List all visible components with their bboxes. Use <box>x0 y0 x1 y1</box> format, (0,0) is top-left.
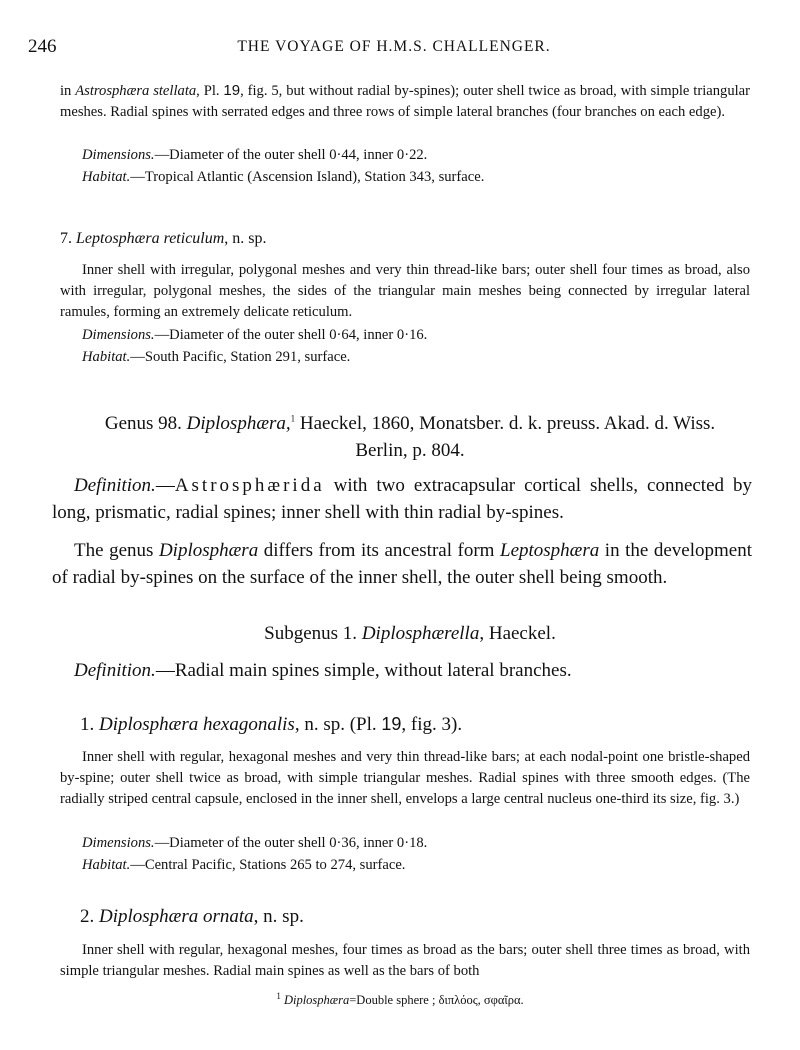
page-number: 246 <box>28 36 57 57</box>
plate-number: 19 <box>381 714 402 734</box>
plate-number: 19 <box>223 82 241 99</box>
species-7-heading: 7. Leptosphæra reticulum, n. sp. <box>60 230 267 247</box>
continuation-habitat: Habitat.—Tropical Atlantic (Ascension Island), Station 343, surface. <box>82 169 485 185</box>
genus-definition: Definition.—Astrosphærida with two extracapsular cortical shells, connected by long, prismatic, radial spines; inner shell with thin radial by-spines. <box>52 475 752 523</box>
species-7-habitat: Habitat.—South Pacific, Station 291, surface. <box>82 349 351 365</box>
genus-paragraph: The genus Diplosphæra differs from its ancestral form Leptosphæra in the development of radial by-spines on the surface of the inner shell, the outer shell being smooth. <box>52 540 752 588</box>
species-name: Astrosphæra stellata <box>75 83 197 99</box>
species-7-description: Inner shell with irregular, polygonal meshes and very thin thread-like bars; outer shell four times as broad, also with irregular, polygonal meshes, the sides of the triangular main meshes being connected by irregular lateral ramules, forming an extremely delicate reticulum. <box>60 262 750 320</box>
continuation-dimensions: Dimensions.—Diameter of the outer shell 0·44, inner 0·22. <box>82 147 428 163</box>
species-7-dimensions: Dimensions.—Diameter of the outer shell 0·64, inner 0·16. <box>82 327 428 343</box>
running-title: THE VOYAGE OF H.M.S. CHALLENGER. <box>237 38 551 55</box>
footnote: $^1$ Diplosphæra=Double sphere ; διπλόος, σφαῖρα. <box>276 990 524 1007</box>
page-header <box>28 36 760 60</box>
subgenus-heading: Subgenus 1. Diplosphærella, Haeckel. <box>264 623 556 644</box>
species-1-dimensions: Dimensions.—Diameter of the outer shell 0·36, inner 0·18. <box>82 835 428 851</box>
species-1-habitat: Habitat.—Central Pacific, Stations 265 to 274, surface. <box>82 857 406 873</box>
species-2-description: Inner shell with regular, hexagonal meshes, four times as broad as the bars; outer shell three times as broad, with simple triangular meshes. Radial main spines as well as the bars of both <box>60 942 750 979</box>
continuation-paragraph: in Astrosphæra stellata, Pl. 19, fig. 5, but without radial by-spines); outer shell twice as broad, with simple triangular meshes. Radial spines with serrated edges and three rows of simple lateral branches (four branches on each edge). <box>60 82 751 120</box>
genus-heading: Genus 98. Diplosphæra,$^1$ Haeckel, 1860, Monatsber. d. k. preuss. Akad. d. Wiss. Berlin, p. 804. <box>104 413 716 461</box>
species-2-heading: 2. Diplosphæra ornata, n. sp. <box>80 906 304 927</box>
subgenus-definition: Definition.—Radial main spines simple, without lateral branches. <box>74 660 572 681</box>
footnote-marker: 1 <box>290 413 296 424</box>
species-1-heading: 1. Diplosphæra hexagonalis, n. sp. (Pl. 19, fig. 3). <box>80 714 463 735</box>
species-1-description: Inner shell with regular, hexagonal meshes and very thin thread-like bars; at each nodal-point one bristle-shaped by-spine; outer shell twice as broad, with simple triangular meshes. Radial spines with three smooth edges. (The radially striped central capsule, enclosed in the inner shell, envelops a large central nucleus one-third its size, fig. 3.) <box>60 749 750 807</box>
